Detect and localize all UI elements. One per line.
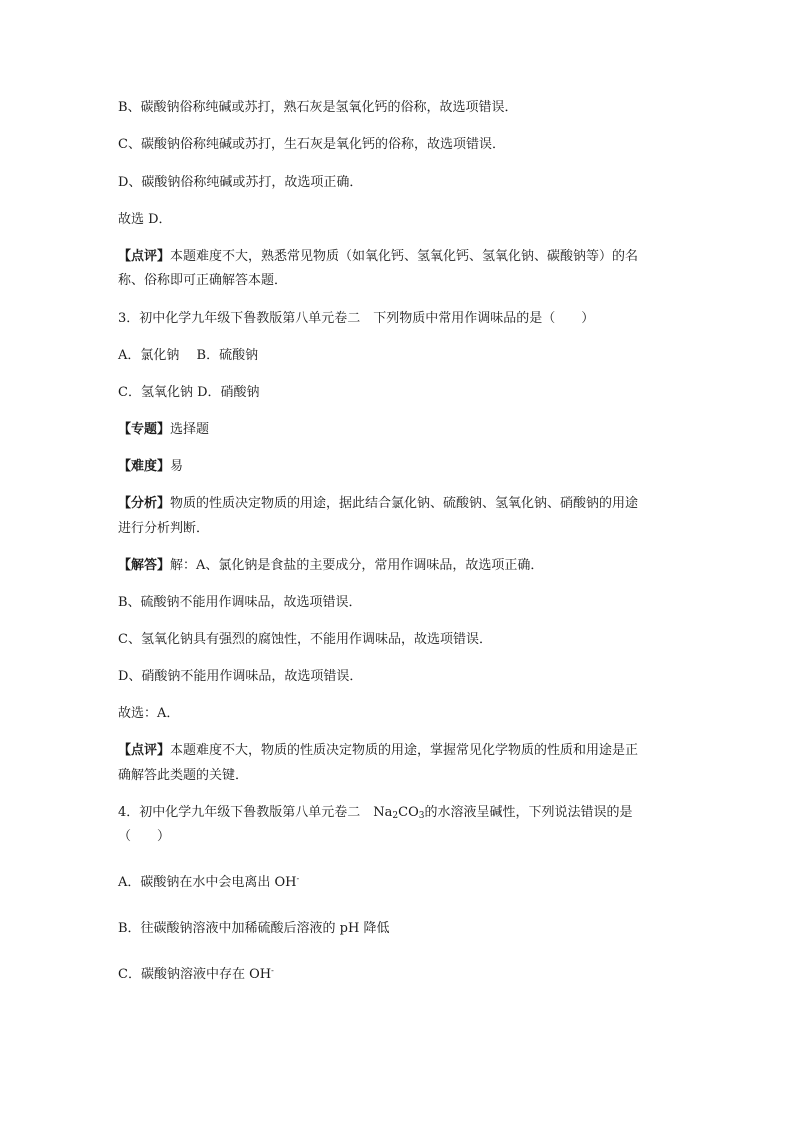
q3-solution-a <box>118 557 543 575</box>
solution-tag: 【解答】 <box>118 558 171 573</box>
q4-stem-line2: （ ） <box>118 829 171 844</box>
review-text: 本题难度不大，物质的性质决定物质的用途，掌握常见化学物质的性质和用途是正 <box>170 743 639 758</box>
topic-text: 选择题 <box>170 422 210 437</box>
q4-option-c: C．碳酸钠溶液中存在 OH- <box>118 966 274 982</box>
q3-solution-b: B、硫酸钠不能用作调味品，故选项错误． <box>118 595 362 610</box>
review-tag: 【点评】 <box>118 249 171 264</box>
chemical-formula: $Na_2CO_3$ <box>373 805 425 821</box>
q2-review-line2: 称、俗称即可正确解答本题． <box>118 273 288 288</box>
analysis-tag: 【分析】 <box>118 496 171 511</box>
q2-option-b-explanation: B、碳酸钠俗称纯碱或苏打，熟石灰是氢氧化钙的俗称，故选项错误． <box>118 100 518 115</box>
q4-stem-suffix: 的水溶液呈碱性，下列说法错误的是 <box>424 805 633 820</box>
q3-analysis-line2: 进行分析判断． <box>118 521 210 536</box>
q2-review-line1 <box>118 248 638 266</box>
q4-option-a: A．碳酸钠在水中会电离出 OH- <box>118 874 300 890</box>
difficulty-tag: 【难度】 <box>118 459 171 474</box>
q3-analysis-line1 <box>118 495 638 513</box>
review-tag: 【点评】 <box>118 743 171 758</box>
q3-review-line1 <box>118 742 638 760</box>
review-text: 本题难度不大，熟悉常见物质（如氧化钙、氢氧化钙、氢氧化钠、碳酸钠等）的名 <box>170 249 639 264</box>
q3-solution-d: D、硝酸钠不能用作调味品，故选项错误． <box>118 669 363 684</box>
q3-answer: 故选：A． <box>118 706 180 721</box>
q2-option-d-explanation: D、碳酸钠俗称纯碱或苏打，故选项正确． <box>118 175 363 190</box>
q3-solution-c: C、氢氧化钠具有强烈的腐蚀性，不能用作调味品，故选项错误． <box>118 632 492 647</box>
analysis-text: 物质的性质决定物质的用途，据此结合氯化钠、硫酸钠、氢氧化钠、硝酸钠的用途 <box>170 496 639 511</box>
difficulty-text: 易 <box>170 459 184 474</box>
q3-options-cd: C．氢氧化钠 D．硝酸钠 <box>118 385 260 400</box>
q3-options-ab: A．氯化钠 B．硫酸钠 <box>118 348 259 363</box>
q4-stem-line1 <box>118 804 633 822</box>
q3-review-line2: 确解答此类题的关键． <box>118 768 249 783</box>
q3-topic <box>118 421 209 439</box>
q4-stem-prefix: 4．初中化学九年级下鲁教版第八单元卷二 <box>118 805 374 820</box>
q3-stem: 3．初中化学九年级下鲁教版第八单元卷二 下列物质中常用作调味品的是（ ） <box>118 311 595 326</box>
q4-option-b: B．往碳酸钠溶液中加稀硫酸后溶液的 pH 降低 <box>118 921 390 936</box>
q2-option-c-explanation: C、碳酸钠俗称纯碱或苏打，生石灰是氧化钙的俗称，故选项错误． <box>118 137 505 152</box>
q2-answer: 故选 D． <box>118 212 172 227</box>
solution-text: 解：A、氯化钠是食盐的主要成分，常用作调味品，故选项正确． <box>170 558 544 573</box>
q3-difficulty <box>118 458 183 476</box>
topic-tag: 【专题】 <box>118 422 171 437</box>
